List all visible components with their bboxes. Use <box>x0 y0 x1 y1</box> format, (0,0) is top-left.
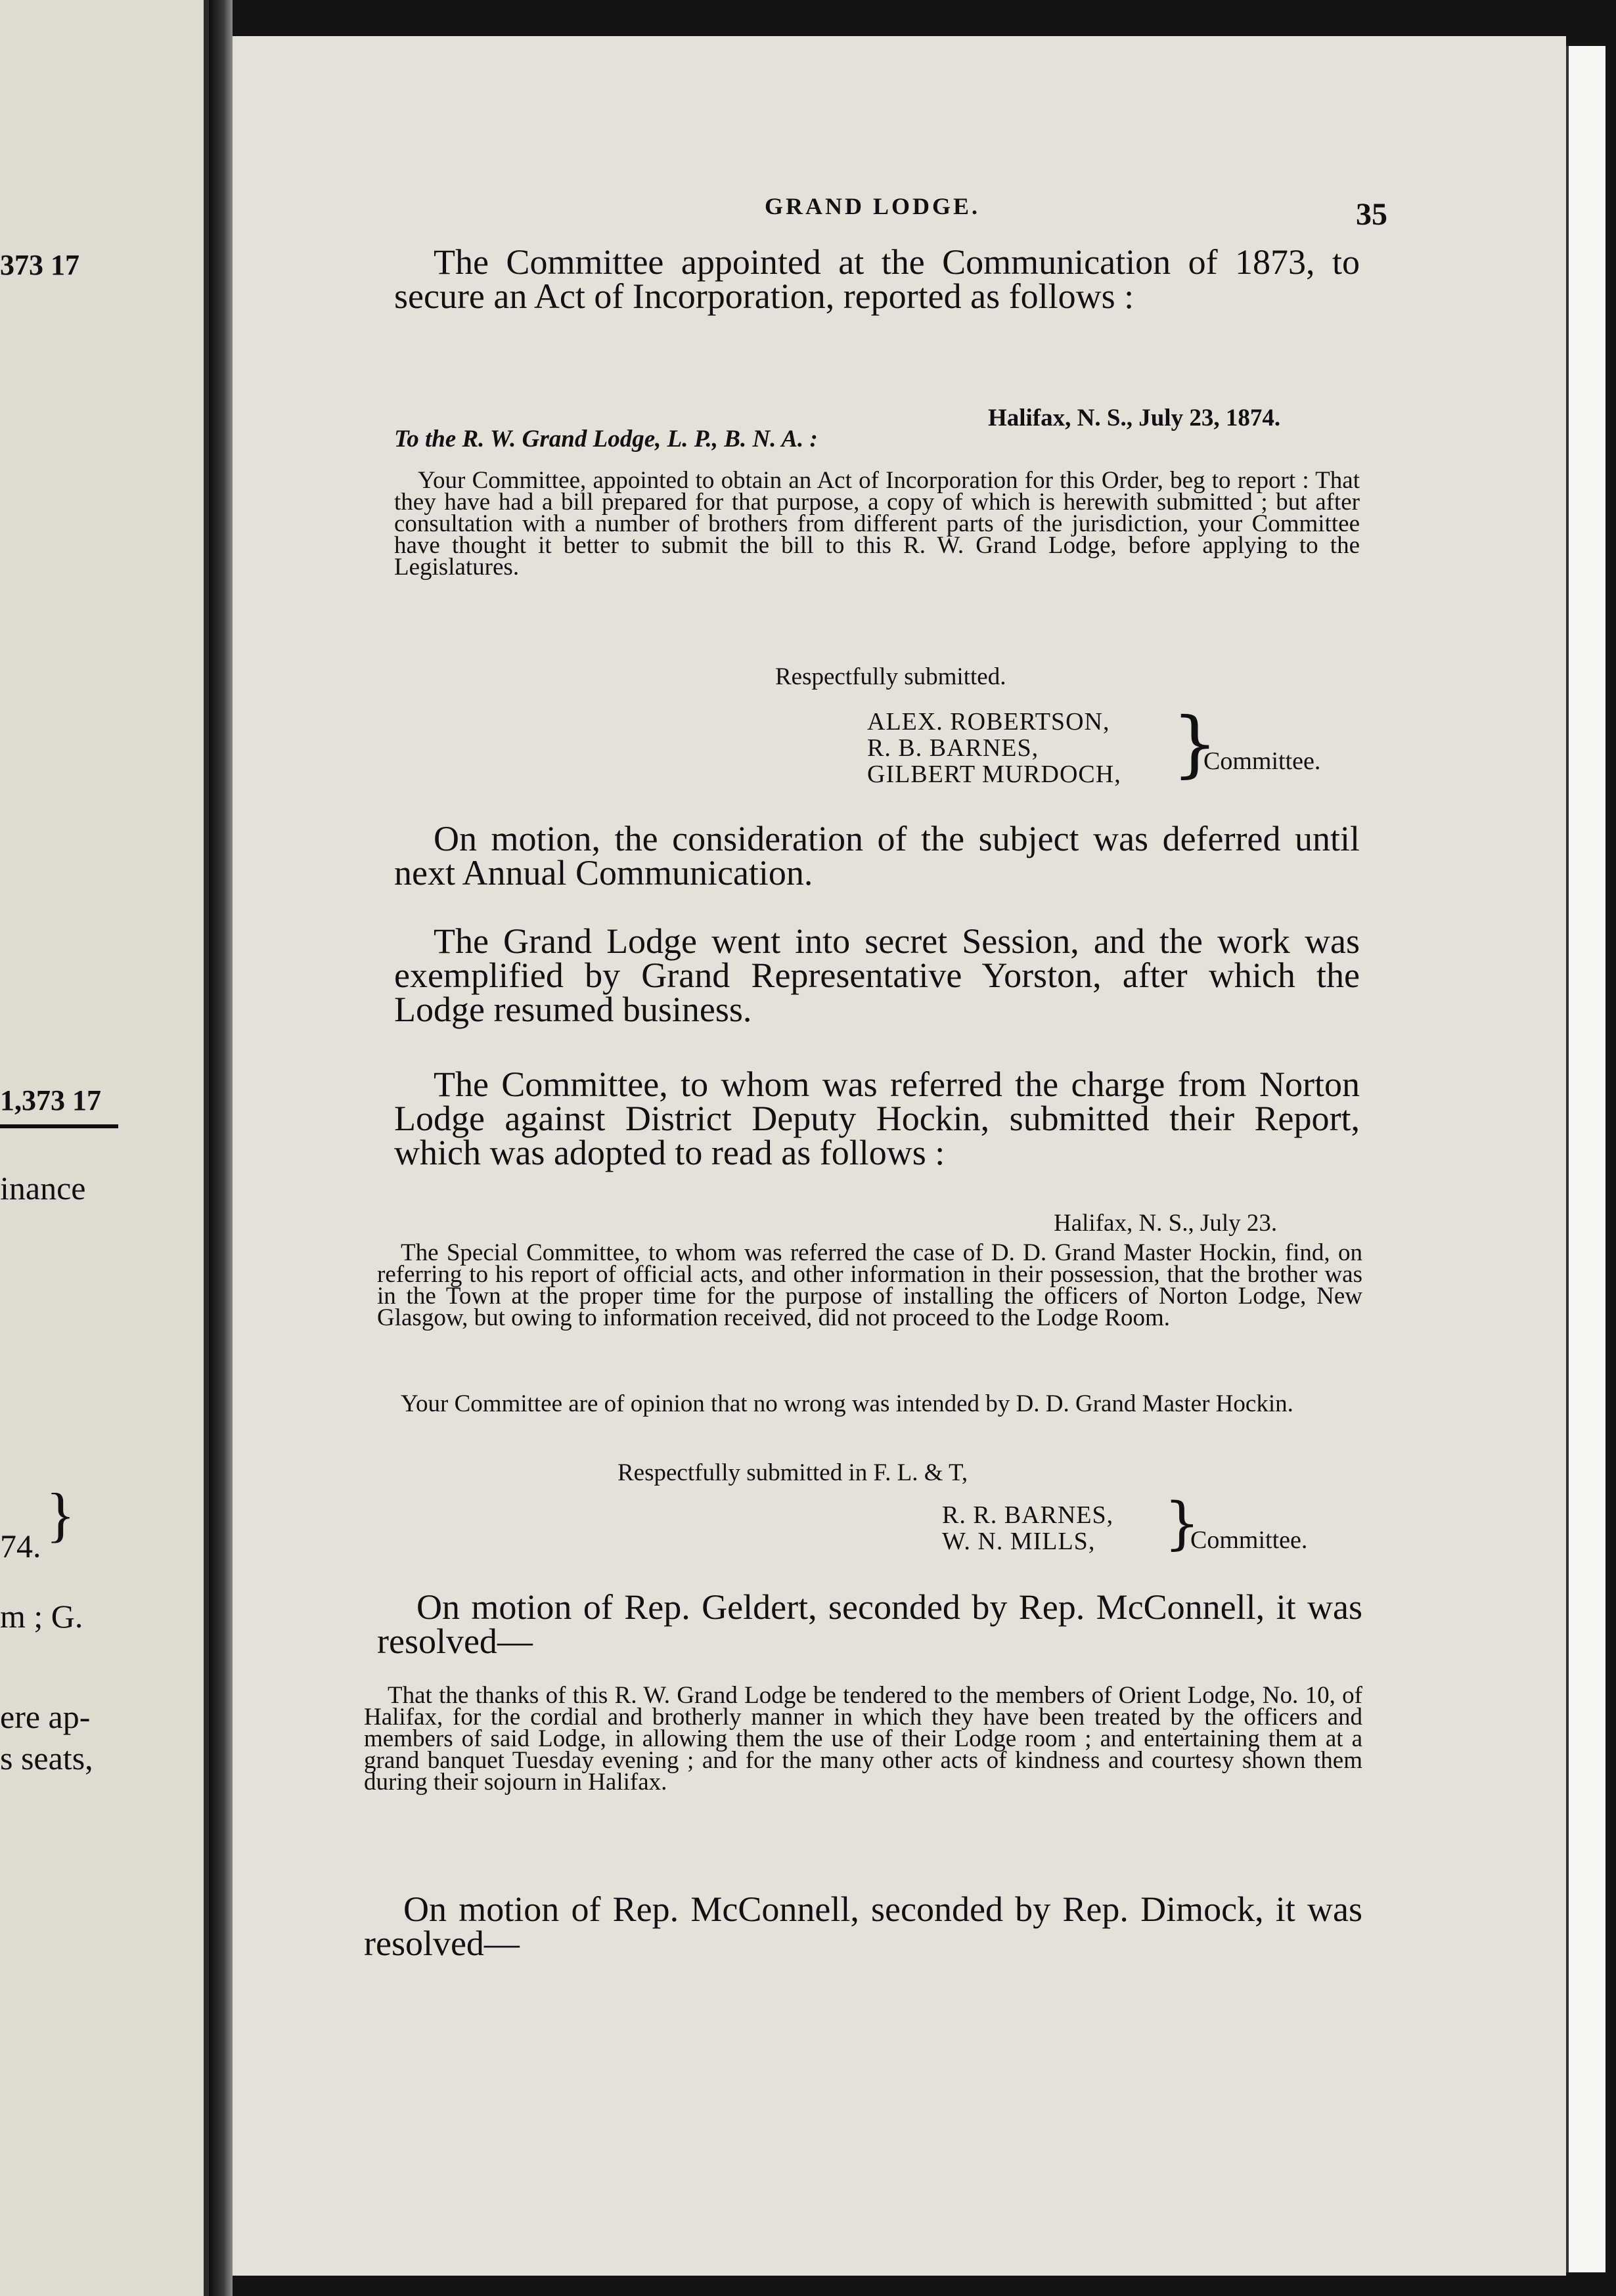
report2-body: The Special Committee, to whom was referred the case of D. D. Grand Master Hockin, find, on referring to his report of official acts, and other information in their possession, that the brother was in the Town at the proper time for the purpose of installing the officers of Norton Lodge, New Glasgow, but owing to information received, did not proceed to the Lodge Room. <box>377 1239 1362 1331</box>
signer-name: R. R. BARNES, <box>942 1501 1114 1529</box>
resolution1-text: That the thanks of this R. W. Grand Lodge be tendered to the members of Orient Lodge, No. 10, of Halifax, for the cordial and brotherly manner in which they have been treated by the officers and members of said Lodge, in allowing them the use of their Lodge room ; and entertaining them at a grand banquet Tuesday evening ; and for the many other acts of kindness and courtesy shown them during their sojourn in Halifax. <box>364 1682 1362 1796</box>
left-fragment-brace: } <box>46 1481 76 1548</box>
book-page <box>233 36 1566 2276</box>
signer-name: GILBERT MURDOCH, <box>867 761 1121 788</box>
left-fragment-total-bottom: 1,373 17 <box>0 1084 101 1116</box>
deferred-paragraph: On motion, the consideration of the subject was deferred until next Annual Communication. <box>394 819 1360 893</box>
secret-session-paragraph: The Grand Lodge went into secret Session, and the work was exemplified by Grand Representative Yorston, after which the Lodge resumed business. <box>394 921 1360 1029</box>
report2-place-date: Halifax, N. S., July 23. <box>1054 1210 1278 1237</box>
report1-salutation: To the R. W. Grand Lodge, L. P., B. N. A. : <box>394 426 818 453</box>
signer-name: ALEX. ROBERTSON, <box>867 708 1110 736</box>
report2-opinion: Your Committee are of opinion that no wrong was intended by D. D. Grand Master Hockin. <box>401 1390 1293 1417</box>
page-edge <box>1566 46 1605 2272</box>
report1-signers-label: Committee. <box>1203 747 1321 775</box>
left-fragment-line: s seats, <box>0 1740 93 1777</box>
intro-paragraph: The Committee appointed at the Communication of 1873, to secure an Act of Incorporation, reported as follows : <box>394 242 1360 316</box>
left-fragment-line: m ; G. <box>0 1598 83 1635</box>
left-fragment-total-top: 373 17 <box>0 249 79 281</box>
page-number: 35 <box>1356 197 1387 232</box>
report2-closing: Respectfully submitted in F. L. & T, <box>617 1459 968 1486</box>
book-gutter <box>209 0 233 2296</box>
motion2-paragraph: On motion of Rep. McConnell, seconded by Rep. Dimock, it was resolved— <box>364 1889 1362 1963</box>
report1-brace: } <box>1172 701 1218 785</box>
report1-place-date: Halifax, N. S., July 23, 1874. <box>988 405 1281 431</box>
committee-paragraph: The Committee, to whom was referred the charge from Norton Lodge against District Deputy Hockin, submitted their Report, which was adopted to read as follows : <box>394 1065 1360 1172</box>
signer-name: W. N. MILLS, <box>942 1528 1096 1555</box>
signer-name: R. B. BARNES, <box>867 734 1039 762</box>
report2-brace: } <box>1164 1491 1200 1556</box>
left-fragment-rule <box>0 1124 118 1128</box>
left-fragment-line: inance <box>0 1170 86 1206</box>
running-head: GRAND LODGE. <box>765 193 981 219</box>
report1-signers <box>867 709 1121 787</box>
report1-closing: Respectfully submitted. <box>775 663 1006 690</box>
report2-signers-label: Committee. <box>1190 1526 1308 1554</box>
left-fragment-line: ere ap- <box>0 1698 91 1735</box>
facing-page-fragment <box>0 0 209 2296</box>
motion1-paragraph: On motion of Rep. Geldert, seconded by Rep. McConnell, it was resolved— <box>377 1587 1362 1661</box>
left-fragment-line: 74. <box>0 1528 41 1564</box>
report2-signers <box>942 1502 1113 1555</box>
report1-body: Your Committee, appointed to obtain an Act of Incorporation for this Order, beg to report : That they have had a bill prepared for that purpose, a copy of which is herewith submitted ; but after consultation with a number of brothers from different parts of the jurisdiction, your Committee have thought it better to submit the bill to this R. W. Grand Lodge, before applying to the Legislatures. <box>394 467 1360 581</box>
